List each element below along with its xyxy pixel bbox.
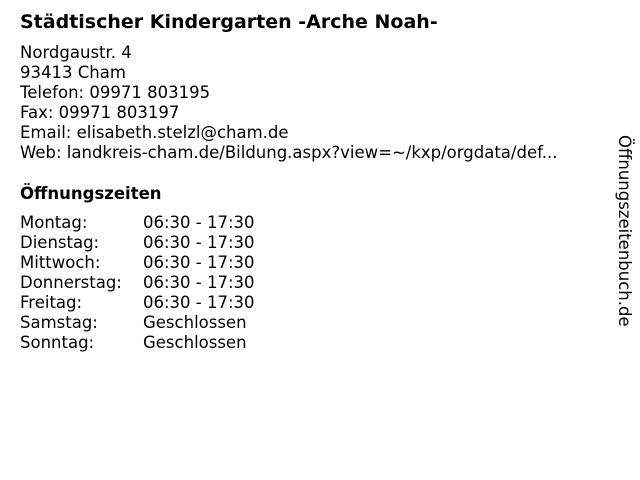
- phone-number[interactable]: 09971 803195: [89, 83, 211, 102]
- day-label: Dienstag:: [20, 233, 100, 252]
- phone-label: Telefon:: [20, 83, 85, 102]
- contact-block: [20, 43, 557, 163]
- hours-row-monday: [20, 213, 255, 233]
- day-label: Montag:: [20, 213, 88, 232]
- hours-value: Geschlossen: [143, 313, 247, 332]
- email-label: Email:: [20, 123, 72, 142]
- web-line: [20, 143, 557, 163]
- day-label: Freitag:: [20, 293, 83, 312]
- hours-row-tuesday: [20, 233, 255, 253]
- hours-row-thursday: [20, 273, 255, 293]
- opening-hours-heading: Öffnungszeiten: [20, 184, 162, 203]
- phone-line: [20, 83, 557, 103]
- page-title: Städtischer Kindergarten -Arche Noah-: [20, 11, 438, 33]
- hours-value: Geschlossen: [143, 333, 247, 352]
- hours-value: 06:30 - 17:30: [143, 213, 255, 232]
- hours-row-saturday: [20, 313, 255, 333]
- brand-watermark: [612, 135, 636, 363]
- hours-row-wednesday: [20, 253, 255, 273]
- day-label: Donnerstag:: [20, 273, 122, 292]
- opening-hours-table: [20, 213, 255, 353]
- hours-value: 06:30 - 17:30: [143, 253, 255, 272]
- brand-text: Öffnungszeitenbuch.de: [615, 135, 634, 327]
- fax-number: 09971 803197: [58, 103, 180, 122]
- hours-value: 06:30 - 17:30: [143, 273, 255, 292]
- city-address: 93413 Cham: [20, 63, 126, 82]
- hours-row-friday: [20, 293, 255, 313]
- email-line: [20, 123, 557, 143]
- hours-row-sunday: [20, 333, 255, 353]
- web-label: Web:: [20, 143, 62, 162]
- street-address: Nordgaustr. 4: [20, 43, 132, 62]
- fax-label: Fax:: [20, 103, 54, 122]
- day-label: Mittwoch:: [20, 253, 101, 272]
- day-label: Sonntag:: [20, 333, 95, 352]
- hours-value: 06:30 - 17:30: [143, 233, 255, 252]
- day-label: Samstag:: [20, 313, 98, 332]
- fax-line: [20, 103, 557, 123]
- hours-value: 06:30 - 17:30: [143, 293, 255, 312]
- email-link[interactable]: elisabeth.stelzl@cham.de: [76, 123, 289, 142]
- web-link[interactable]: landkreis-cham.de/Bildung.aspx?view=~/kxp/orgdata/def...: [66, 143, 558, 162]
